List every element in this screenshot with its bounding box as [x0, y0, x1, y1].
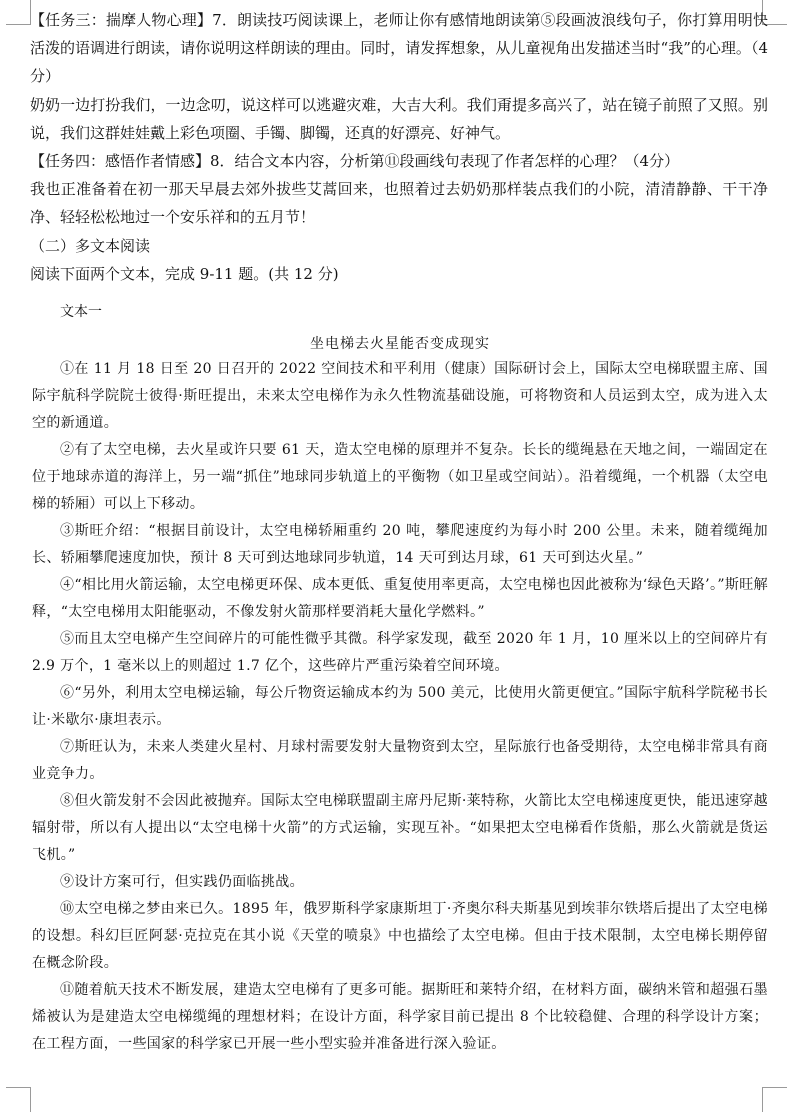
section-heading: （二）多文本阅读	[30, 236, 151, 255]
article-paragraph: ⑩太空电梯之梦由来已久。1895 年，俄罗斯科学家康斯坦丁·齐奥尔科夫斯基见到埃菲尔铁塔后提出了太空电梯的设想。科幻巨匠阿瑟·克拉克在其小说《天堂的喷泉》中也描绘了太空电梯。但由于技术限制，太空电梯长期停留在概念阶段。	[32, 901, 768, 971]
crop-mark-top-left	[6, 0, 31, 25]
article-paragraph: ⑦斯旺认为，未来人类建火星村、月球村需要发射大量物资到太空，星际旅行也备受期待，太空电梯非常具有商业竞争力。	[32, 739, 768, 782]
text-one-label: 文本一	[60, 304, 102, 320]
article-paragraph: ②有了太空电梯，去火星或许只要 61 天，造太空电梯的原理并不复杂。长长的缆绳悬在天地之间，一端固定在位于地球赤道的海洋上，另一端“抓住”地球同步轨道上的平衡物（如卫星或空间站）。沿着缆绳，一个机器（太空电梯的轿厢）可以上下移动。	[32, 442, 768, 512]
task-three-label: 【任务三：揣摩人物心理】	[30, 11, 213, 29]
text-one-article	[32, 302, 768, 1058]
question-section	[30, 6, 768, 288]
task-three-text: 7．朗读技巧阅读课上，老师让你有感情地朗读第⑤段画波浪线句子，你打算用明快活泼的语调进行朗读，请你说明这样朗读的理由。同时，请发挥想象，从儿童视角出发描述当时“我”的心理。（4分）	[30, 11, 768, 86]
reading-instructions: 阅读下面两个文本，完成 9-11 题。(共 12 分)	[30, 264, 339, 283]
article-paragraph: ⑪随着航天技术不断发展，建造太空电梯有了更多可能。据斯旺和莱特介绍，在材料方面，碳纳米管和超强石墨烯被认为是建造太空电梯缆绳的理想材料；在设计方面，科学家目前已提出 8 个比较稳健、合理的科学设计方案；在工程方面，一些国家的科学家已开展一些小型实验并准备进行深入验证。	[32, 982, 768, 1052]
crop-mark-bottom-left	[6, 1087, 31, 1112]
task-four-text: 8．结合文本内容，分析第⑪段画线句表现了作者怎样的心理？（4分）	[210, 152, 680, 171]
article-paragraph: ⑤而且太空电梯产生空间碎片的可能性微乎其微。科学家发现，截至 2020 年 1 月，10 厘米以上的空间碎片有 2.9 万个，1 毫米以上的则超过 1.7 亿个，这些碎片严重污染着空间环境。	[32, 631, 768, 674]
article-paragraph: ③斯旺介绍：“根据目前设计，太空电梯轿厢重约 20 吨，攀爬速度约为每小时 200 公里。未来，随着缆绳加长、轿厢攀爬速度加快，预计 8 天可到达地球同步轨道，14 天可到达月球，61 天可到达火星。”	[32, 523, 768, 566]
excerpt-paragraph-2: 我也正准备着在初一那天早晨去郊外拔些艾蒿回来，也照着过去奶奶那样装点我们的小院，清清静静、干干净净、轻轻松松地过一个安乐祥和的五月节！	[30, 180, 768, 227]
article-paragraph: ①在 11 月 18 日至 20 日召开的 2022 空间技术和平利用（健康）国际研讨会上，国际太空电梯联盟主席、国际宇航科学院院士彼得·斯旺提出，未来太空电梯作为永久性物流基础设施，可将物资和人员运到太空，成为进入太空的新通道。	[32, 361, 768, 431]
article-paragraph: ⑧但火箭发射不会因此被抛弃。国际太空电梯联盟副主席丹尼斯·莱特称，火箭比太空电梯速度更快，能迅速穿越辐射带，所以有人提出以“太空电梯十火箭”的方式运输，实现互补。“如果把太空电梯看作货船，那么火箭就是货运飞机。”	[32, 793, 768, 863]
article-title: 坐电梯去火星能否变成现实	[310, 336, 490, 352]
task-four-question	[30, 147, 768, 175]
excerpt-paragraph-1: 奶奶一边打扮我们，一边念叨，说这样可以逃避灾难，大吉大利。我们甭提多高兴了，站在镜子前照了又照。别说，我们这群娃娃戴上彩色项圈、手镯、脚镯，还真的好漂亮、好神气。	[30, 95, 768, 142]
article-paragraph: ⑥“另外，利用太空电梯运输，每公斤物资运输成本约为 500 美元，比使用火箭更便宜。”国际宇航科学院秘书长让·米歇尔·康坦表示。	[32, 685, 768, 728]
article-paragraph: ⑨设计方案可行，但实践仍面临挑战。	[60, 874, 304, 890]
crop-mark-bottom-right	[762, 1087, 787, 1112]
task-three-question	[30, 6, 768, 91]
article-paragraph: ④“相比用火箭运输，太空电梯更环保、成本更低、重复使用率更高，太空电梯也因此被称为‘绿色天路’。”斯旺解释，“太空电梯用太阳能驱动，不像发射火箭那样要消耗大量化学燃料。”	[32, 577, 768, 620]
task-four-label: 【任务四：感悟作者情感】	[30, 152, 211, 171]
